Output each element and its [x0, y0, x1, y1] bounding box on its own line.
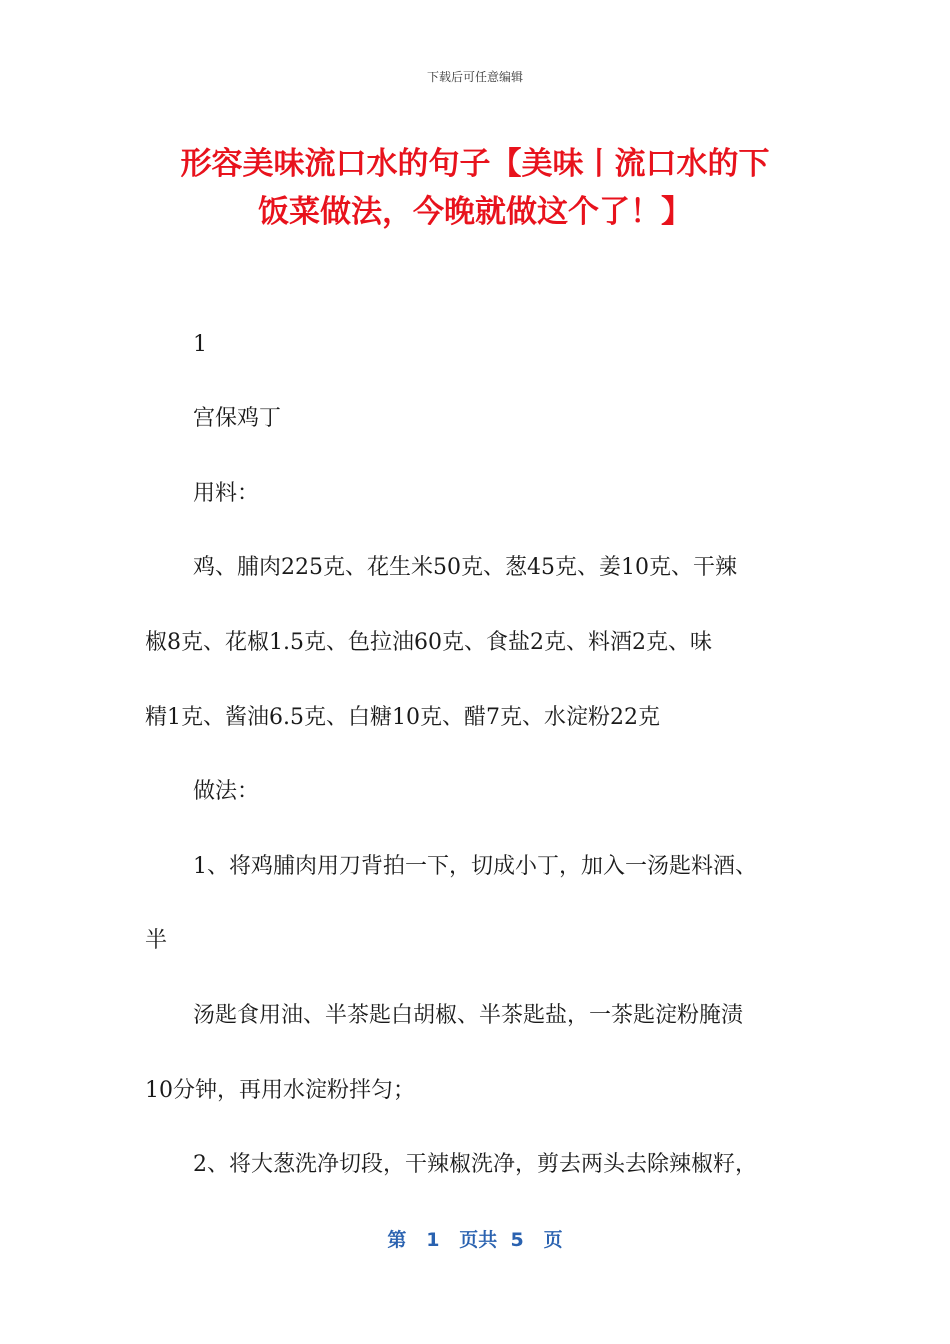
ingredients-line-3: 精1克、酱油6.5克、白糖10克、醋7克、水淀粉22克: [145, 705, 660, 730]
page-footer: [0, 1225, 950, 1252]
footer-total-prefix: 页共: [459, 1229, 498, 1251]
footer-total-number: 5: [510, 1229, 524, 1251]
header-note: 下载后可任意编辑: [426, 70, 523, 84]
title-line-2: 饭菜做法，今晚就做这个了！】: [258, 194, 692, 230]
footer-page-number: 1: [426, 1229, 440, 1251]
footer-page-word: 第: [387, 1229, 407, 1251]
dish-name: 宫保鸡丁: [193, 406, 282, 431]
step-1-line-1: 1、将鸡脯肉用刀背拍一下，切成小丁，加入一汤匙料酒、: [193, 854, 757, 879]
ingredients-heading: 用料：: [193, 481, 260, 506]
step-1-line-3: 汤匙食用油、半茶匙白胡椒、半茶匙盐，一茶匙淀粉腌渍: [193, 1003, 744, 1028]
section-number: 1: [193, 332, 207, 357]
step-1-line-4: 10分钟，再用水淀粉拌匀；: [145, 1078, 415, 1103]
ingredients-line-2: 椒8克、花椒1.5克、色拉油60克、食盐2克、料酒2克、味: [145, 630, 712, 655]
method-heading: 做法：: [193, 779, 260, 804]
ingredients-line-1: 鸡、脯肉225克、花生米50克、葱45克、姜10克、干辣: [193, 555, 737, 580]
title-line-1: 形容美味流口水的句子【美味丨流口水的下: [180, 146, 770, 182]
footer-total-suffix: 页: [543, 1229, 563, 1251]
step-2-line-1: 2、将大葱洗净切段，干辣椒洗净，剪去两头去除辣椒籽，: [193, 1152, 757, 1177]
step-1-line-2: 半: [145, 928, 168, 953]
document-title: [145, 140, 805, 236]
